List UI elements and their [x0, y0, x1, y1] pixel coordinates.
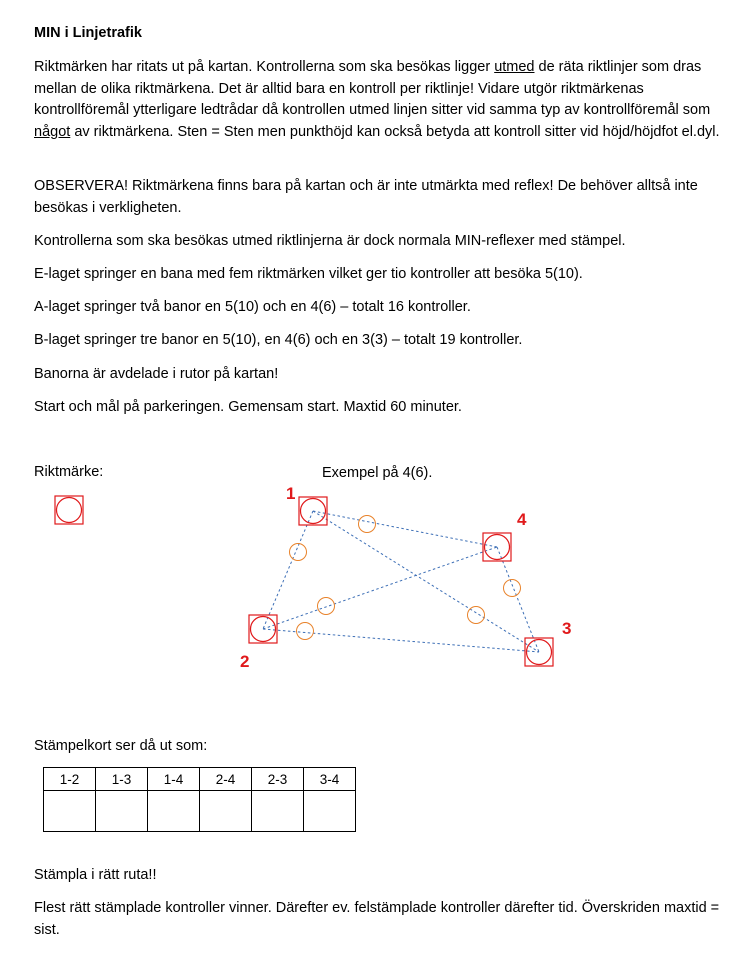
marker-label-3: 3 — [562, 619, 572, 638]
stamp-header: 1-3 — [96, 768, 148, 791]
stamp-header: 1-4 — [148, 768, 200, 791]
stamp-card — [43, 767, 356, 832]
stamp-header: 1-2 — [44, 768, 96, 791]
stamp-box — [44, 791, 96, 832]
stamp-box — [304, 791, 356, 832]
stamp-header: 2-3 — [252, 768, 304, 791]
scoring-paragraph: Flest rätt stämplade kontroller vinner. Därefter ev. felstämplade kontroller därefter tid. Överskriden maxtid = sist. — [34, 900, 720, 938]
control-2-3 — [297, 623, 314, 640]
line-2-3 — [263, 629, 539, 652]
stamp-box — [148, 791, 200, 832]
line-2-4 — [263, 547, 497, 629]
legend-marker — [55, 496, 83, 524]
example-label: Exempel på 4(6). — [322, 465, 433, 481]
underline-nagot: något — [34, 123, 71, 140]
line-1-3 — [313, 511, 539, 652]
line-1-2 — [263, 511, 313, 629]
b-team-paragraph: B-laget springer tre banor en 5(10), en 4(6) och en 3(3) – totalt 19 kontroller. — [34, 332, 523, 348]
control-3-4 — [504, 580, 521, 597]
line-3-4 — [497, 547, 539, 652]
observera-paragraph: OBSERVERA! Riktmärkena finns bara på kartan och är inte utmärkta med reflex! De behöver alltså inte besökas i verkligheten. — [34, 178, 698, 216]
stamp-header: 2-4 — [200, 768, 252, 791]
intro-paragraph: Riktmärken har ritats ut på kartan. Kontrollerna som ska besökas ligger utmed de räta riktlinjer som dras mellan de olika riktmärkena. Det är alltid bara en kontroll per riktlinje! Vidare utgör riktmärkenas kontrollföremål ytterligare ledtrådar då kontrollen utmed linjen sitter vid samma typ av kontrollföremål som något av riktmärkena. Sten = Sten men punkthöjd kan också betyda att kontroll sitter vid höjd/höjdfot el.dyl. — [34, 59, 720, 140]
stamp-instruction: Stämpla i rätt ruta!! — [34, 867, 157, 883]
page-title: MIN i Linjetrafik — [34, 25, 142, 41]
a-team-paragraph: A-laget springer två banor en 5(10) och en 4(6) – totalt 16 kontroller. — [34, 299, 471, 315]
marker-label-4: 4 — [517, 510, 527, 529]
stamp-box-row — [44, 791, 356, 832]
stamp-box — [252, 791, 304, 832]
marker-label-1: 1 — [286, 484, 296, 503]
control-2-4 — [318, 598, 335, 615]
stamp-box — [200, 791, 252, 832]
control-1-4 — [359, 516, 376, 533]
stamp-label: Stämpelkort ser då ut som: — [34, 738, 208, 754]
riktmarke-label: Riktmärke: — [34, 464, 104, 480]
stamp-header-row — [44, 768, 356, 791]
line-1-4 — [313, 511, 497, 547]
marker-label-2: 2 — [240, 652, 250, 671]
stamp-header: 3-4 — [304, 768, 356, 791]
e-team-paragraph: E-laget springer en bana med fem riktmärken vilket ger tio kontroller att besöka 5(10). — [34, 266, 583, 282]
controls-paragraph: Kontrollerna som ska besökas utmed riktlinjerna är dock normala MIN-reflexer med stämpel. — [34, 233, 626, 249]
start-paragraph: Start och mål på parkeringen. Gemensam start. Maxtid 60 minuter. — [34, 399, 462, 415]
control-1-2 — [290, 544, 307, 561]
underline-utmed: utmed — [494, 59, 535, 75]
control-1-3 — [468, 607, 485, 624]
stamp-box — [96, 791, 148, 832]
courses-paragraph: Banorna är avdelade i rutor på kartan! — [34, 366, 279, 382]
